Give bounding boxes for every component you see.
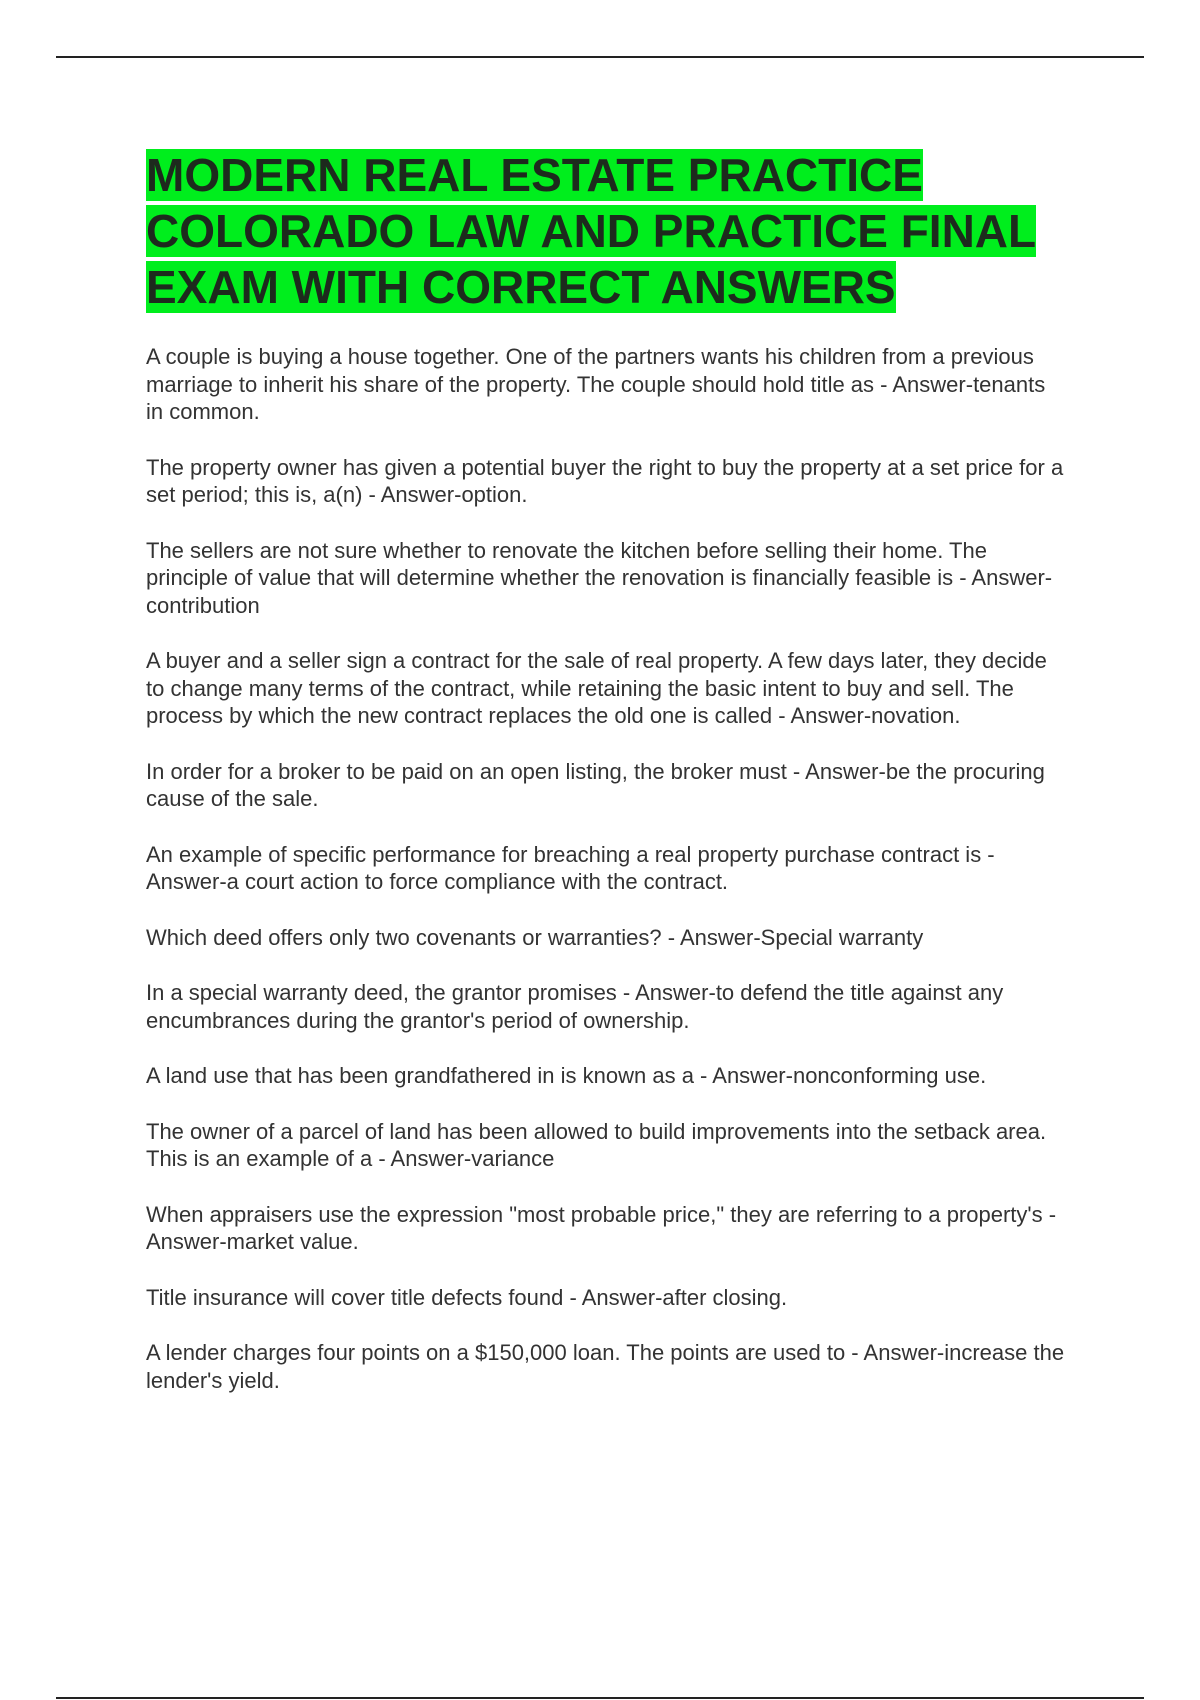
top-rule — [56, 56, 1144, 58]
qa-item: The property owner has given a potential buyer the right to buy the property at a set price for a set period; this is, a(n) - Answer-option. — [146, 454, 1064, 507]
qa-item: A couple is buying a house together. One of the partners wants his children from a previous marriage to inherit his share of the property. The couple should hold title as - Answer-tenants in common. — [146, 344, 1046, 424]
qa-item: A lender charges four points on a $150,000 loan. The points are used to - Answer-increase the lender's yield. — [146, 1340, 1065, 1393]
qa-item: In a special warranty deed, the grantor promises - Answer-to defend the title against any encumbrances during the grantor's period of ownership. — [146, 980, 1004, 1033]
qa-item: Title insurance will cover title defects found - Answer-after closing. — [146, 1284, 788, 1310]
qa-item: A land use that has been grandfathered in is known as a - Answer-nonconforming use. — [146, 1063, 987, 1088]
qa-item: A buyer and a seller sign a contract for the sale of real property. A few days later, they decide to change many terms of the contract, while retaining the basic intent to buy and sell. The process by which the new contract replaces the old one is called - Answer-novation. — [146, 648, 1047, 728]
qa-item: When appraisers use the expression "most probable price," they are referring to a property's - Answer-market value. — [146, 1201, 1057, 1254]
qa-list — [146, 343, 1066, 1394]
qa-item: In order for a broker to be paid on an open listing, the broker must - Answer-be the procuring cause of the sale. — [146, 758, 1045, 811]
bottom-rule — [56, 1697, 1144, 1699]
qa-item: An example of specific performance for breaching a real property purchase contract is - Answer-a court action to force compliance with the contract. — [146, 841, 995, 894]
document-body — [146, 147, 1066, 1422]
qa-item: Which deed offers only two covenants or warranties? - Answer-Special warranty — [146, 924, 924, 950]
qa-item: The owner of a parcel of land has been allowed to build improvements into the setback area. This is an example of a - Answer-variance — [146, 1118, 1047, 1171]
qa-item: The sellers are not sure whether to renovate the kitchen before selling their home. The principle of value that will determine whether the renovation is financially feasible is - Answer-contribution — [146, 537, 1053, 618]
document-title — [146, 147, 1066, 315]
title-highlight: MODERN REAL ESTATE PRACTICE COLORADO LAW AND PRACTICE FINAL EXAM WITH CORRECT ANSWERS — [146, 149, 1037, 313]
